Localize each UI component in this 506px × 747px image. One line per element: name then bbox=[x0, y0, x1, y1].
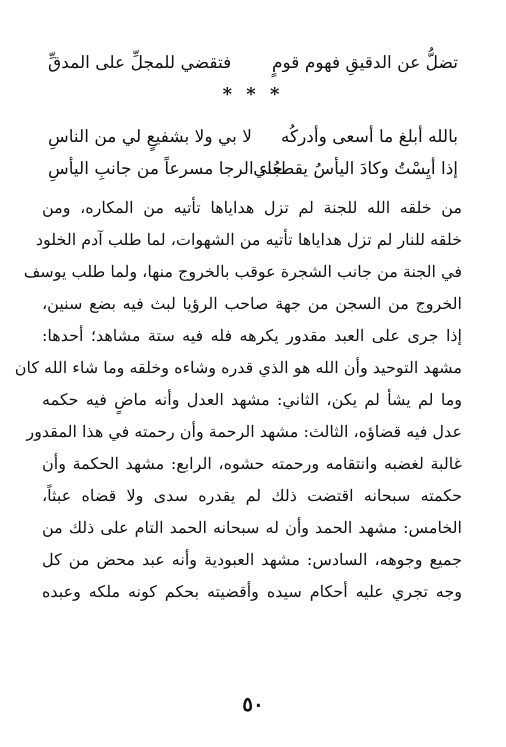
prose-line: عدل فيه قضاؤه، الثالث: مشهد الرحمة وأن رحمته في هذا المقدور bbox=[26, 422, 462, 441]
verse-1-first-hemistich: تضلُّ عن الدقيقِ فهوم قومٍ bbox=[271, 53, 458, 73]
prose-line: في الجنة من جانب الشجرة عوقب بالخروج منها، ولما طلب يوسف bbox=[23, 262, 462, 281]
prose-line: خلقه للنار لم تزل هداياها تأتيه من الشهوات، لما طلب آدم الخلود bbox=[35, 230, 462, 249]
verse-2-second-hemistich: لا بي ولا بشفيعٍ لي من الناسِ bbox=[48, 127, 252, 147]
prose-line: من خلقه الله للجنة لم تزل هداياها تأتيه من المكاره، ومن bbox=[42, 198, 462, 217]
prose-line: حكمته سبحانه اقتضت ذلك لم يقدره سدى ولا قضاه عبثاً، bbox=[42, 486, 462, 505]
prose-line: وما لم يشأ لم يكن، الثاني: مشهد العدل وأنه ماضٍ فيه حكمه bbox=[42, 390, 462, 409]
verse-3-first-hemistich: إذا أيِسْتُ وكادَ اليأسُ يقطعُني bbox=[253, 159, 458, 179]
prose-line: غالبة لغضبه وانتقامه ورحمته حشوه، الرابع: مشهد الحكمة وأن bbox=[42, 454, 462, 473]
verse-3-second-hemistich: جاء الرجا مسرعاً من جانبِ اليأسِ bbox=[48, 159, 283, 179]
prose-line: مشهد التوحيد وأن الله هو الذي قدره وشاءه وخلقه وما شاء الله كان bbox=[14, 358, 462, 377]
verse-1-second-hemistich: فتقضي للمجلِّ على المدقِّ bbox=[48, 53, 232, 73]
page-number: ٥٠ bbox=[242, 692, 264, 716]
prose-line: إذا جرى على العبد مقدور يكرهه فله فيه ستة مشاهد؛ أحدها: bbox=[42, 326, 462, 345]
prose-line: الخروج من السجن من جهة صاحب الرؤيا لبث فيه بضع سنين، bbox=[42, 294, 462, 313]
section-separator: * * * bbox=[222, 84, 284, 105]
prose-line: جميع وجوهه، السادس: مشهد العبودية وأنه عبد محض من كل bbox=[42, 550, 462, 569]
prose-line: وجه تجري عليه أحكام سيده وأقضيته بحكم كونه ملكه وعبده bbox=[42, 582, 462, 601]
prose-line: الخامس: مشهد الحمد وأن له سبحانه الحمد التام على ذلك من bbox=[42, 518, 462, 537]
verse-2-first-hemistich: بالله أبلغ ما أسعى وأدركُه bbox=[280, 127, 458, 147]
